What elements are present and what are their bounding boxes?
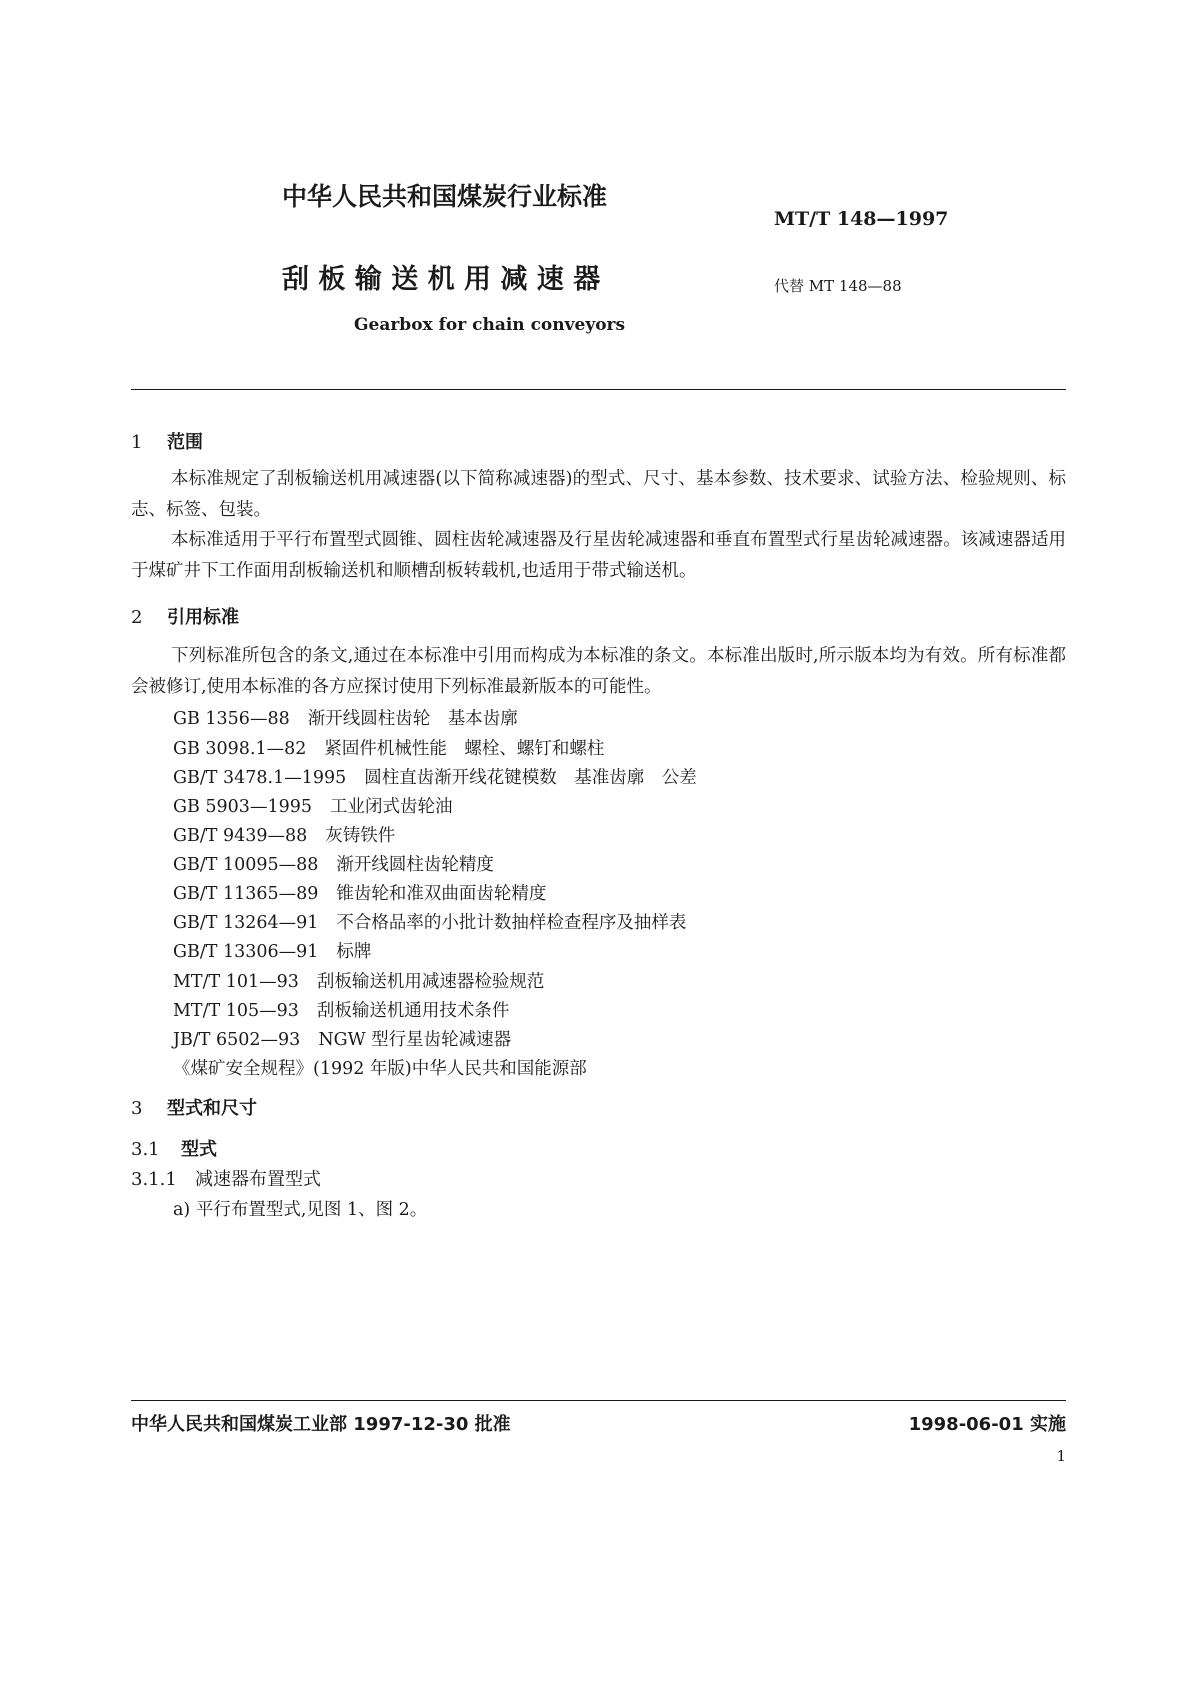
footer-rule bbox=[131, 1400, 1066, 1401]
standard-number: MT/T 148—1997 bbox=[774, 208, 949, 230]
effective-date: 1998-06-01 实施 bbox=[908, 1414, 1066, 1435]
header-rule bbox=[131, 389, 1066, 390]
reference-code: 《煤矿安全规程》(1992 年版)中华人民共和国能源部 bbox=[173, 1059, 587, 1079]
document-title-cn: 刮 板 输 送 机 用 减 速 器 bbox=[282, 264, 601, 295]
org-title: 中华人民共和国煤炭行业标准 bbox=[282, 182, 608, 211]
reference-code: MT/T 101—93 bbox=[173, 972, 299, 992]
list-item-a: a) 平行布置型式,见图 1、图 2。 bbox=[173, 1200, 428, 1220]
reference-title: 渐开线圆柱齿轮 基本齿廓 bbox=[307, 709, 518, 729]
reference-title: 灰铸铁件 bbox=[325, 826, 396, 846]
section-2-paragraph-1: 下列标准所包含的条文,通过在本标准中引用而构成为本标准的条文。本标准出版时,所示版本均为有效。所有标准都会被修订,使用本标准的各方应探讨使用下列标准最新版本的可能性。 bbox=[131, 646, 1066, 697]
reference-title: 圆柱直齿渐开线花键模数 基准齿廓 公差 bbox=[364, 768, 697, 788]
reference-title: NGW 型行星齿轮减速器 bbox=[318, 1030, 512, 1050]
reference-item bbox=[173, 793, 452, 818]
section-2-number: 2 bbox=[131, 607, 143, 628]
reference-item bbox=[173, 938, 371, 963]
section-3-1-title: 型式 bbox=[181, 1139, 217, 1160]
reference-title: 刮板输送机用减速器检验规范 bbox=[316, 972, 545, 992]
reference-title: 刮板输送机通用技术条件 bbox=[316, 1001, 510, 1021]
reference-item bbox=[173, 705, 518, 730]
reference-item bbox=[173, 909, 686, 934]
section-3-1-1-title: 减速器布置型式 bbox=[195, 1169, 321, 1190]
reference-item bbox=[173, 764, 697, 789]
section-3-1-heading bbox=[131, 1135, 217, 1161]
reference-code: GB 1356—88 bbox=[173, 709, 290, 729]
reference-code: GB/T 11365—89 bbox=[173, 884, 319, 904]
reference-title: 标牌 bbox=[336, 942, 372, 962]
approval-line: 中华人民共和国煤炭工业部 1997-12-30 批准 bbox=[131, 1414, 511, 1435]
section-3-title: 型式和尺寸 bbox=[167, 1098, 257, 1119]
reference-code: GB 3098.1—82 bbox=[173, 739, 307, 759]
section-1-number: 1 bbox=[131, 432, 143, 453]
reference-item bbox=[173, 735, 604, 760]
section-3-1-1-number: 3.1.1 bbox=[131, 1169, 177, 1190]
section-1-title: 范围 bbox=[167, 432, 203, 453]
reference-item bbox=[173, 1026, 511, 1051]
reference-item bbox=[173, 880, 546, 905]
reference-item bbox=[173, 851, 494, 876]
section-3-heading bbox=[131, 1094, 257, 1120]
reference-title: 渐开线圆柱齿轮精度 bbox=[336, 855, 494, 875]
document-title-en: Gearbox for chain conveyors bbox=[354, 315, 626, 335]
reference-item bbox=[173, 822, 395, 847]
reference-code: GB/T 10095—88 bbox=[173, 855, 319, 875]
reference-item bbox=[173, 997, 509, 1022]
section-1-paragraph-1: 本标准规定了刮板输送机用减速器(以下简称减速器)的型式、尺寸、基本参数、技术要求、试验方法、检验规则、标志、标签、包装。 bbox=[131, 469, 1066, 520]
reference-title: 工业闭式齿轮油 bbox=[329, 797, 453, 817]
section-1-heading bbox=[131, 428, 203, 454]
page-number: 1 bbox=[1056, 1447, 1066, 1465]
reference-code: GB/T 3478.1—1995 bbox=[173, 768, 347, 788]
reference-title: 紧固件机械性能 螺栓、螺钉和螺柱 bbox=[324, 739, 605, 759]
section-2-title: 引用标准 bbox=[167, 607, 239, 628]
reference-item bbox=[173, 968, 544, 993]
reference-code: GB 5903—1995 bbox=[173, 797, 312, 817]
reference-title: 锥齿轮和准双曲面齿轮精度 bbox=[336, 884, 547, 904]
section-3-1-1-heading bbox=[131, 1165, 321, 1191]
section-2-heading bbox=[131, 603, 239, 629]
section-1-paragraph-2: 本标准适用于平行布置型式圆锥、圆柱齿轮减速器及行星齿轮减速器和垂直布置型式行星齿轮减速器。该减速器适用于煤矿井下工作面用刮板输送机和顺槽刮板转载机,也适用于带式输送机。 bbox=[131, 530, 1066, 581]
reference-code: GB/T 13306—91 bbox=[173, 942, 319, 962]
section-3-1-number: 3.1 bbox=[131, 1139, 160, 1160]
reference-code: GB/T 9439—88 bbox=[173, 826, 308, 846]
reference-code: MT/T 105—93 bbox=[173, 1001, 299, 1021]
section-3-number: 3 bbox=[131, 1098, 143, 1119]
reference-title: 不合格品率的小批计数抽样检查程序及抽样表 bbox=[336, 913, 687, 933]
reference-code: JB/T 6502—93 bbox=[173, 1030, 301, 1050]
reference-item bbox=[173, 1055, 587, 1080]
replaces-note: 代替 MT 148—88 bbox=[774, 277, 902, 295]
reference-code: GB/T 13264—91 bbox=[173, 913, 319, 933]
